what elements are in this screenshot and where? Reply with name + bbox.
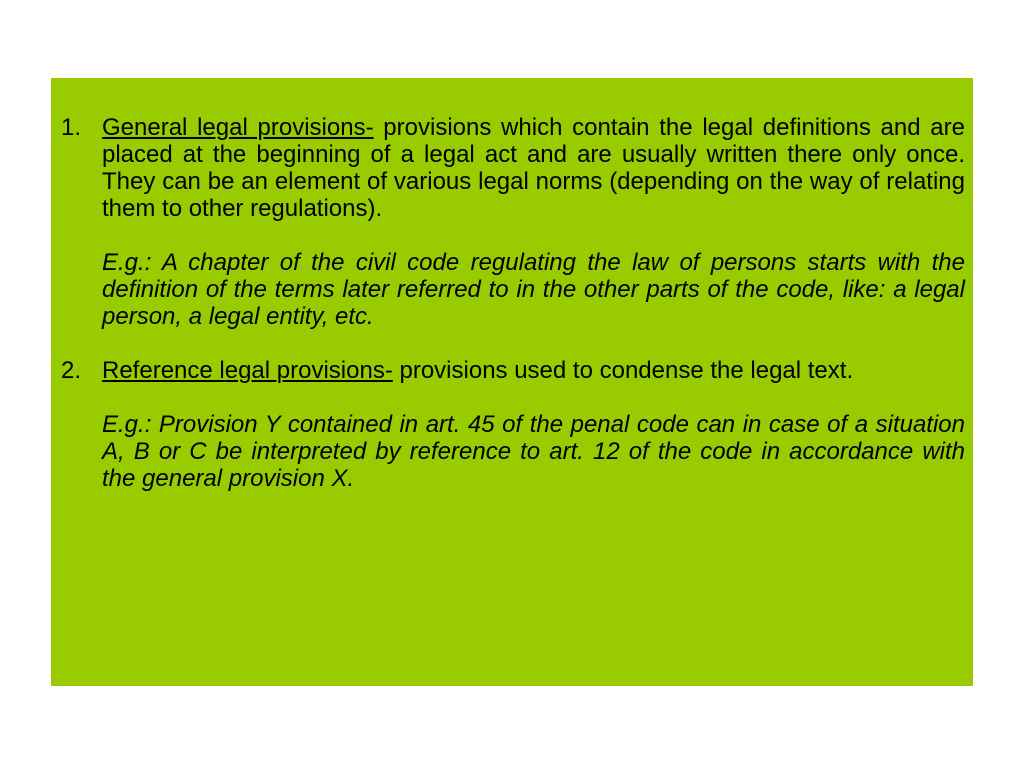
example-general-provisions: E.g.: A chapter of the civil code regulating the law of persons starts with the definition of the terms later referred to in the other parts of the code, like: a legal person, a legal entity, etc. — [102, 249, 965, 330]
example-reference-provisions: E.g.: Provision Y contained in art. 45 of the penal code can in case of a situation A, B or C be interpreted by reference to art. 12 of the code in accordance with the general provision X. — [102, 411, 965, 492]
provisions-list — [51, 114, 965, 492]
definition-text: provisions which contain the legal definitions and are placed at the beginning of a legal act and are usually written there only once. They can be an element of various legal norms (depending on the way of relating them to other regulations). — [102, 114, 965, 222]
item-number: 2. — [61, 357, 82, 384]
term-general-legal-provisions: General legal provisions — [102, 114, 366, 141]
list-item-reference-provisions — [51, 357, 965, 384]
definition-text: provisions used to condense the legal text. — [392, 357, 854, 384]
term-separator: - — [384, 357, 393, 384]
term-reference-legal-provisions: Reference legal provisions — [102, 357, 385, 384]
item-number: 1. — [61, 114, 82, 141]
content-panel — [51, 78, 973, 686]
term-separator: - — [365, 114, 374, 141]
list-item-general-provisions — [51, 114, 965, 222]
spacer — [51, 330, 965, 357]
